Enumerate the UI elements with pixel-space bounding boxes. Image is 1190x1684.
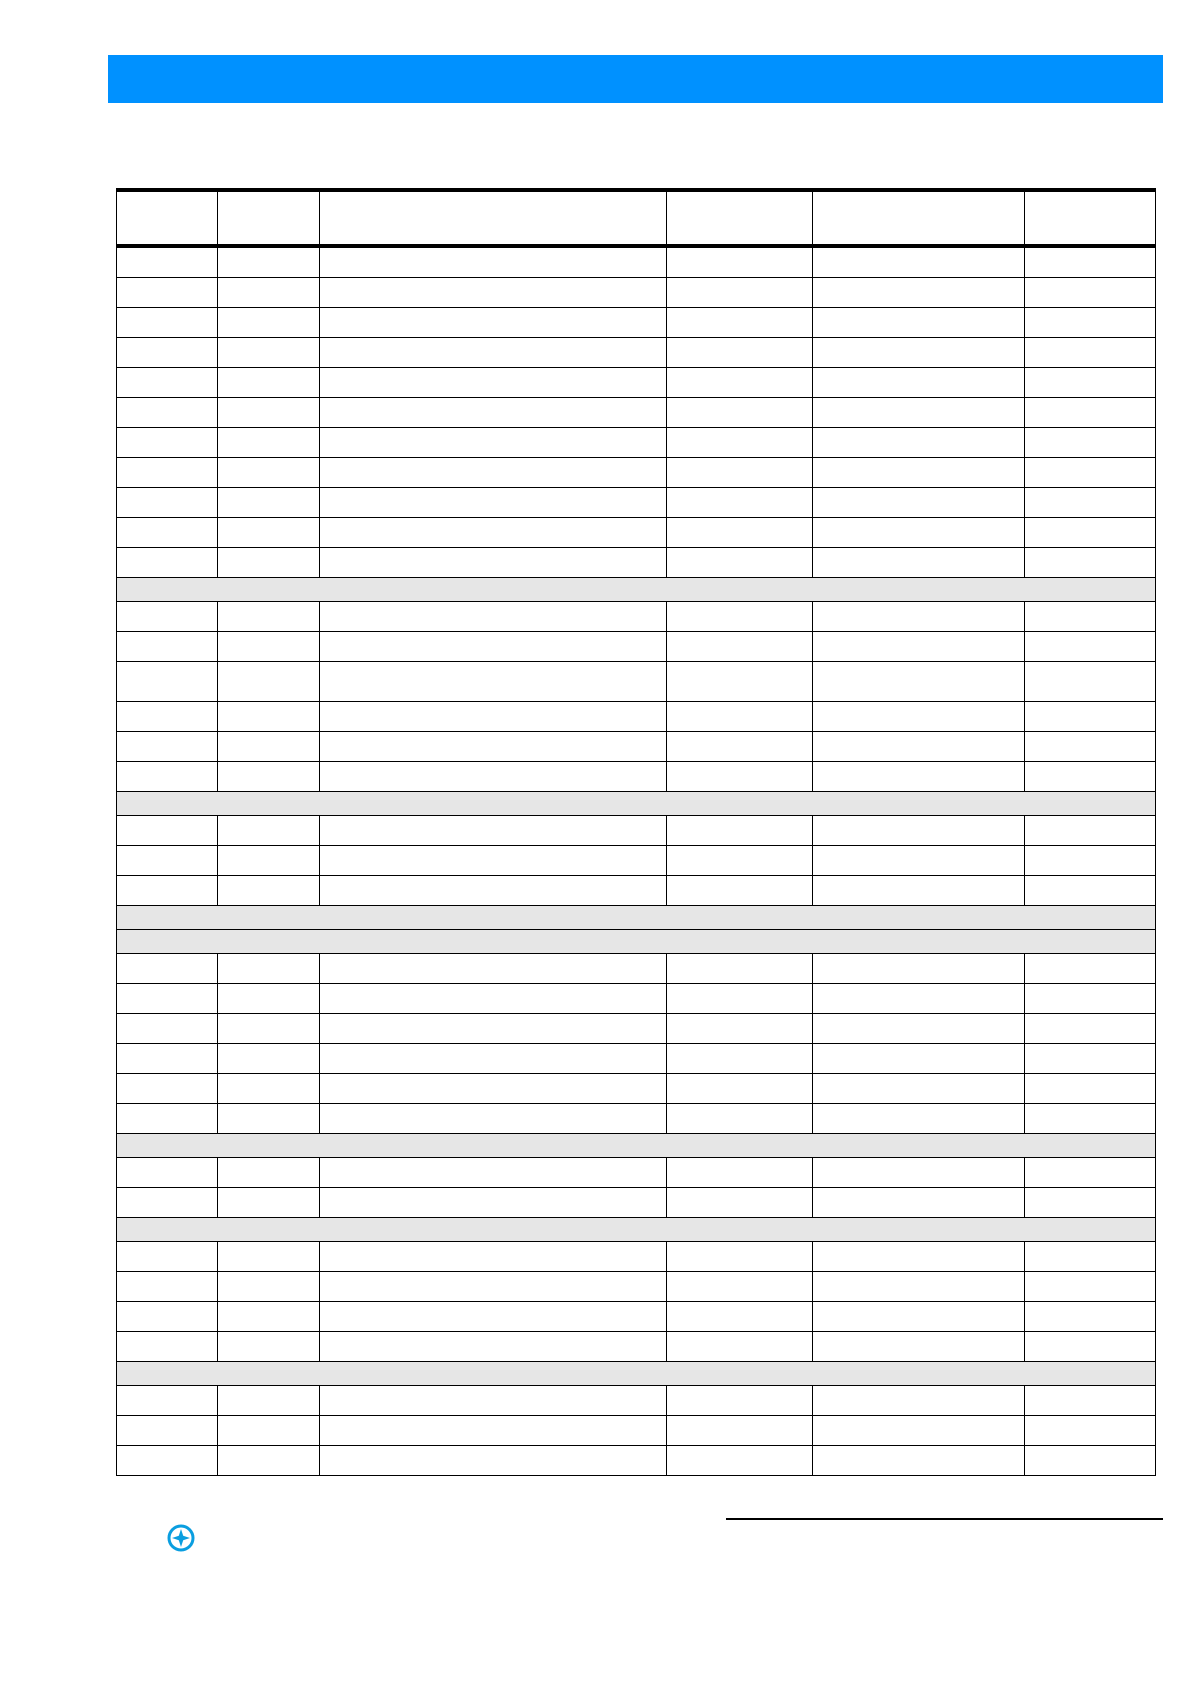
table-cell — [218, 548, 320, 578]
table-cell — [117, 1446, 218, 1476]
table-cell — [667, 846, 813, 876]
table-cell — [117, 308, 218, 338]
table-cell — [813, 1014, 1025, 1044]
table-cell — [218, 632, 320, 662]
table-cell — [1025, 662, 1156, 702]
table-cell — [1025, 428, 1156, 458]
table-row — [117, 338, 1156, 368]
table-cell — [320, 1074, 667, 1104]
table-cell — [813, 1272, 1025, 1302]
table-cell — [667, 398, 813, 428]
section-header-cell — [117, 1218, 1156, 1242]
table-row — [117, 602, 1156, 632]
page-header-bar — [108, 55, 1163, 103]
table-cell — [218, 702, 320, 732]
table-header — [117, 190, 1156, 246]
table-row — [117, 1242, 1156, 1272]
table-row — [117, 984, 1156, 1014]
table-cell — [667, 762, 813, 792]
table-cell — [813, 762, 1025, 792]
table-cell — [320, 368, 667, 398]
table-cell — [218, 246, 320, 278]
table-cell — [667, 1332, 813, 1362]
table-row — [117, 1386, 1156, 1416]
table-cell — [218, 488, 320, 518]
table-body — [117, 246, 1156, 1476]
table-cell — [117, 1302, 218, 1332]
table-row — [117, 876, 1156, 906]
table-cell — [1025, 1014, 1156, 1044]
table-row — [117, 662, 1156, 702]
table-cell — [320, 1332, 667, 1362]
table-cell — [218, 1158, 320, 1188]
table-cell — [320, 816, 667, 846]
table-cell — [218, 762, 320, 792]
table-cell — [813, 246, 1025, 278]
table-cell — [667, 308, 813, 338]
table-cell — [320, 1044, 667, 1074]
section-header-cell — [117, 930, 1156, 954]
table-cell — [1025, 1416, 1156, 1446]
table-cell — [320, 428, 667, 458]
table-cell — [1025, 1104, 1156, 1134]
table-cell — [1025, 816, 1156, 846]
table-row — [117, 732, 1156, 762]
column-header-5 — [813, 190, 1025, 246]
table-row — [117, 1044, 1156, 1074]
table-cell — [667, 702, 813, 732]
table-cell — [667, 1416, 813, 1446]
table-cell — [320, 458, 667, 488]
table-cell — [667, 816, 813, 846]
table-cell — [813, 458, 1025, 488]
table-cell — [1025, 702, 1156, 732]
table-cell — [1025, 398, 1156, 428]
section-header-row — [117, 1362, 1156, 1386]
table-cell — [1025, 876, 1156, 906]
table-row — [117, 1074, 1156, 1104]
table-cell — [813, 1332, 1025, 1362]
table-cell — [117, 984, 218, 1014]
section-header-row — [117, 930, 1156, 954]
table-cell — [667, 1158, 813, 1188]
table-row — [117, 458, 1156, 488]
table-cell — [218, 338, 320, 368]
table-cell — [320, 1158, 667, 1188]
table-cell — [667, 662, 813, 702]
table-cell — [218, 602, 320, 632]
section-header-cell — [117, 792, 1156, 816]
table-cell — [218, 846, 320, 876]
table-cell — [813, 1446, 1025, 1476]
table-cell — [813, 1074, 1025, 1104]
section-header-row — [117, 906, 1156, 930]
table-cell — [320, 488, 667, 518]
section-header-row — [117, 578, 1156, 602]
table-row — [117, 518, 1156, 548]
table-row — [117, 1014, 1156, 1044]
table-cell — [320, 308, 667, 338]
table-cell — [1025, 548, 1156, 578]
table-cell — [667, 518, 813, 548]
table-cell — [1025, 1188, 1156, 1218]
table-cell — [813, 1302, 1025, 1332]
table-cell — [667, 1242, 813, 1272]
table-cell — [667, 428, 813, 458]
table-cell — [1025, 488, 1156, 518]
table-cell — [813, 632, 1025, 662]
table-cell — [117, 1272, 218, 1302]
table-cell — [117, 398, 218, 428]
table-cell — [218, 1272, 320, 1302]
table-row — [117, 1332, 1156, 1362]
table-cell — [1025, 278, 1156, 308]
table-cell — [218, 662, 320, 702]
table-cell — [218, 368, 320, 398]
table-row — [117, 278, 1156, 308]
table-cell — [320, 1242, 667, 1272]
table-cell — [667, 954, 813, 984]
table-cell — [320, 876, 667, 906]
table-cell — [117, 278, 218, 308]
table-cell — [813, 518, 1025, 548]
table-cell — [1025, 1446, 1156, 1476]
section-header-cell — [117, 578, 1156, 602]
column-header-4 — [667, 190, 813, 246]
table-cell — [813, 368, 1025, 398]
table-cell — [218, 1074, 320, 1104]
table-cell — [1025, 1242, 1156, 1272]
table-cell — [320, 846, 667, 876]
table-cell — [667, 632, 813, 662]
table-cell — [218, 954, 320, 984]
table-cell — [667, 1014, 813, 1044]
table-cell — [320, 984, 667, 1014]
table-cell — [117, 428, 218, 458]
table-cell — [218, 1044, 320, 1074]
table-cell — [320, 632, 667, 662]
table-cell — [218, 1242, 320, 1272]
column-header-2 — [218, 190, 320, 246]
table-row — [117, 1104, 1156, 1134]
table-cell — [813, 1416, 1025, 1446]
table-cell — [117, 338, 218, 368]
table-cell — [117, 548, 218, 578]
table-cell — [1025, 1332, 1156, 1362]
table-row — [117, 954, 1156, 984]
table-cell — [667, 338, 813, 368]
table-row — [117, 846, 1156, 876]
table-cell — [320, 1188, 667, 1218]
table-cell — [117, 1044, 218, 1074]
table-cell — [667, 1074, 813, 1104]
table-cell — [117, 846, 218, 876]
table-cell — [667, 876, 813, 906]
table-cell — [667, 1188, 813, 1218]
table-cell — [813, 846, 1025, 876]
table-cell — [1025, 732, 1156, 762]
table-cell — [667, 984, 813, 1014]
table-cell — [1025, 1386, 1156, 1416]
table-header-row — [117, 190, 1156, 246]
table-row — [117, 1188, 1156, 1218]
table-cell — [813, 702, 1025, 732]
table-cell — [218, 1104, 320, 1134]
table-cell — [218, 984, 320, 1014]
table-cell — [218, 308, 320, 338]
column-header-3 — [320, 190, 667, 246]
table-cell — [117, 1386, 218, 1416]
table-cell — [117, 632, 218, 662]
table-cell — [218, 278, 320, 308]
table-cell — [320, 1386, 667, 1416]
column-header-1 — [117, 190, 218, 246]
table-cell — [667, 1044, 813, 1074]
table-cell — [667, 278, 813, 308]
table-cell — [1025, 1158, 1156, 1188]
table-cell — [1025, 954, 1156, 984]
table-cell — [813, 1158, 1025, 1188]
section-header-cell — [117, 1362, 1156, 1386]
table-cell — [218, 458, 320, 488]
table-row — [117, 762, 1156, 792]
table-cell — [667, 458, 813, 488]
table-cell — [320, 1014, 667, 1044]
table-cell — [117, 1014, 218, 1044]
table-row — [117, 1416, 1156, 1446]
table-cell — [117, 954, 218, 984]
table-row — [117, 1302, 1156, 1332]
table-cell — [813, 308, 1025, 338]
table-cell — [813, 954, 1025, 984]
table-cell — [667, 488, 813, 518]
table-cell — [117, 1188, 218, 1218]
table-cell — [667, 368, 813, 398]
table-row — [117, 1158, 1156, 1188]
column-header-6 — [1025, 190, 1156, 246]
table-cell — [1025, 632, 1156, 662]
table-cell — [667, 1446, 813, 1476]
table-cell — [667, 732, 813, 762]
table-cell — [320, 338, 667, 368]
table-cell — [1025, 1074, 1156, 1104]
table-cell — [320, 398, 667, 428]
table-cell — [117, 732, 218, 762]
table-cell — [813, 548, 1025, 578]
table-cell — [667, 602, 813, 632]
section-header-row — [117, 1218, 1156, 1242]
table-cell — [218, 816, 320, 846]
table-cell — [813, 398, 1025, 428]
table-cell — [117, 816, 218, 846]
table-row — [117, 632, 1156, 662]
table-cell — [320, 548, 667, 578]
table-cell — [1025, 1272, 1156, 1302]
table-cell — [813, 602, 1025, 632]
table-cell — [117, 488, 218, 518]
table-cell — [320, 1446, 667, 1476]
table-cell — [1025, 846, 1156, 876]
table-row — [117, 548, 1156, 578]
table-cell — [218, 1332, 320, 1362]
table-cell — [218, 1416, 320, 1446]
table-cell — [813, 984, 1025, 1014]
table-row — [117, 702, 1156, 732]
table-cell — [320, 1416, 667, 1446]
table-cell — [117, 1074, 218, 1104]
table-cell — [117, 1158, 218, 1188]
table-cell — [813, 428, 1025, 458]
table-cell — [813, 1188, 1025, 1218]
table-cell — [320, 278, 667, 308]
table-cell — [117, 1332, 218, 1362]
table-cell — [218, 732, 320, 762]
table-cell — [813, 876, 1025, 906]
table-cell — [813, 278, 1025, 308]
table-cell — [813, 1386, 1025, 1416]
table-cell — [117, 876, 218, 906]
table-cell — [117, 246, 218, 278]
table-cell — [117, 762, 218, 792]
section-header-cell — [117, 906, 1156, 930]
table-cell — [813, 338, 1025, 368]
table-cell — [117, 662, 218, 702]
table-row — [117, 816, 1156, 846]
table-cell — [320, 1104, 667, 1134]
table-cell — [1025, 1044, 1156, 1074]
table-cell — [667, 246, 813, 278]
table-cell — [218, 876, 320, 906]
table-cell — [813, 1044, 1025, 1074]
table-cell — [218, 398, 320, 428]
table-cell — [813, 488, 1025, 518]
table-cell — [117, 458, 218, 488]
table-cell — [667, 548, 813, 578]
data-table — [116, 188, 1156, 1476]
table-cell — [813, 1242, 1025, 1272]
table-cell — [320, 732, 667, 762]
table-cell — [813, 732, 1025, 762]
table-cell — [117, 518, 218, 548]
table-cell — [1025, 1302, 1156, 1332]
table-row — [117, 398, 1156, 428]
table-cell — [1025, 338, 1156, 368]
table-cell — [1025, 984, 1156, 1014]
table-cell — [218, 428, 320, 458]
table-cell — [117, 702, 218, 732]
table-row — [117, 488, 1156, 518]
table-cell — [320, 602, 667, 632]
table-cell — [1025, 308, 1156, 338]
table-row — [117, 428, 1156, 458]
table-cell — [320, 954, 667, 984]
table-cell — [218, 1188, 320, 1218]
table-cell — [1025, 368, 1156, 398]
table-row — [117, 368, 1156, 398]
table-cell — [320, 518, 667, 548]
table-cell — [320, 762, 667, 792]
compass-star-icon — [167, 1524, 195, 1552]
table-cell — [1025, 246, 1156, 278]
section-header-row — [117, 1134, 1156, 1158]
table-cell — [1025, 762, 1156, 792]
table-cell — [117, 602, 218, 632]
table-cell — [813, 1104, 1025, 1134]
table-cell — [667, 1386, 813, 1416]
footer-rule — [726, 1518, 1163, 1520]
table-cell — [667, 1104, 813, 1134]
table-row — [117, 246, 1156, 278]
table-row — [117, 308, 1156, 338]
table-cell — [218, 1386, 320, 1416]
table-cell — [218, 1446, 320, 1476]
table-row — [117, 1272, 1156, 1302]
table-cell — [320, 1272, 667, 1302]
table-cell — [320, 1302, 667, 1332]
table-cell — [320, 246, 667, 278]
table-cell — [218, 518, 320, 548]
table-cell — [218, 1302, 320, 1332]
table-cell — [1025, 602, 1156, 632]
table-cell — [320, 662, 667, 702]
section-header-cell — [117, 1134, 1156, 1158]
table-cell — [667, 1302, 813, 1332]
table-cell — [320, 702, 667, 732]
section-header-row — [117, 792, 1156, 816]
table-cell — [813, 662, 1025, 702]
table-cell — [1025, 518, 1156, 548]
table-cell — [117, 1104, 218, 1134]
table-cell — [667, 1272, 813, 1302]
table-cell — [117, 1242, 218, 1272]
table-cell — [813, 816, 1025, 846]
table-cell — [117, 1416, 218, 1446]
table-cell — [117, 368, 218, 398]
table-cell — [1025, 458, 1156, 488]
table-row — [117, 1446, 1156, 1476]
table-cell — [218, 1014, 320, 1044]
